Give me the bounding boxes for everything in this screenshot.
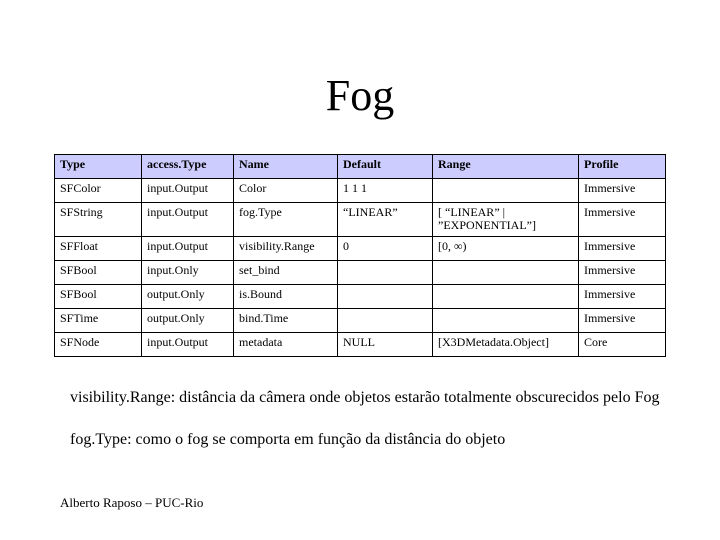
cell-profile: Immersive: [579, 309, 666, 333]
footer-credit: Alberto Raposo – PUC-Rio: [60, 495, 204, 510]
header-type: Type: [55, 155, 142, 179]
cell-profile: Core: [579, 333, 666, 357]
table-row: [55, 203, 666, 237]
cell-profile: Immersive: [579, 179, 666, 203]
cell-name: metadata: [234, 333, 338, 357]
notes: [70, 388, 680, 450]
cell-profile: Immersive: [579, 237, 666, 261]
cell-access-type: input.Output: [142, 203, 234, 237]
table-header-row: [55, 155, 666, 179]
cell-access-type: input.Output: [142, 237, 234, 261]
fields-table: [54, 154, 666, 357]
cell-range: [433, 261, 579, 285]
header-default: Default: [338, 155, 433, 179]
cell-default: NULL: [338, 333, 433, 357]
cell-name: bind.Time: [234, 309, 338, 333]
cell-access-type: input.Output: [142, 333, 234, 357]
cell-profile: Immersive: [579, 203, 666, 237]
cell-range: [ “LINEAR” | ”EXPONENTIAL”]: [433, 203, 579, 237]
cell-default: “LINEAR”: [338, 203, 433, 237]
table-row: [55, 237, 666, 261]
table-row: [55, 309, 666, 333]
page-title: Fog: [325, 71, 395, 120]
cell-type: SFTime: [55, 309, 142, 333]
cell-profile: Immersive: [579, 261, 666, 285]
cell-default: [338, 309, 433, 333]
header-access-type: access.Type: [142, 155, 234, 179]
cell-name: visibility.Range: [234, 237, 338, 261]
note-fog-type: fog.Type: como o fog se comporta em função da distância do objeto: [70, 431, 506, 448]
header-name: Name: [234, 155, 338, 179]
cell-type: SFBool: [55, 285, 142, 309]
cell-default: 1 1 1: [338, 179, 433, 203]
cell-default: [338, 285, 433, 309]
cell-default: 0: [338, 237, 433, 261]
cell-type: SFColor: [55, 179, 142, 203]
cell-range: [433, 179, 579, 203]
cell-name: set_bind: [234, 261, 338, 285]
table-row: [55, 179, 666, 203]
cell-name: fog.Type: [234, 203, 338, 237]
cell-default: [338, 261, 433, 285]
cell-access-type: input.Output: [142, 179, 234, 203]
header-range: Range: [433, 155, 579, 179]
cell-name: is.Bound: [234, 285, 338, 309]
cell-range: [433, 309, 579, 333]
cell-range: [X3DMetadata.Object]: [433, 333, 579, 357]
cell-type: SFFloat: [55, 237, 142, 261]
cell-range: [433, 285, 579, 309]
cell-range: [0, ∞): [433, 237, 579, 261]
table-row: [55, 261, 666, 285]
note-visibility-range: visibility.Range: distância da câmera onde objetos estarão totalmente obscurecidos pelo Fog: [70, 389, 660, 406]
cell-profile: Immersive: [579, 285, 666, 309]
cell-type: SFBool: [55, 261, 142, 285]
header-profile: Profile: [579, 155, 666, 179]
table-row: [55, 285, 666, 309]
cell-type: SFNode: [55, 333, 142, 357]
cell-access-type: output.Only: [142, 309, 234, 333]
table-row: [55, 333, 666, 357]
cell-access-type: output.Only: [142, 285, 234, 309]
cell-access-type: input.Only: [142, 261, 234, 285]
cell-type: SFString: [55, 203, 142, 237]
cell-name: Color: [234, 179, 338, 203]
